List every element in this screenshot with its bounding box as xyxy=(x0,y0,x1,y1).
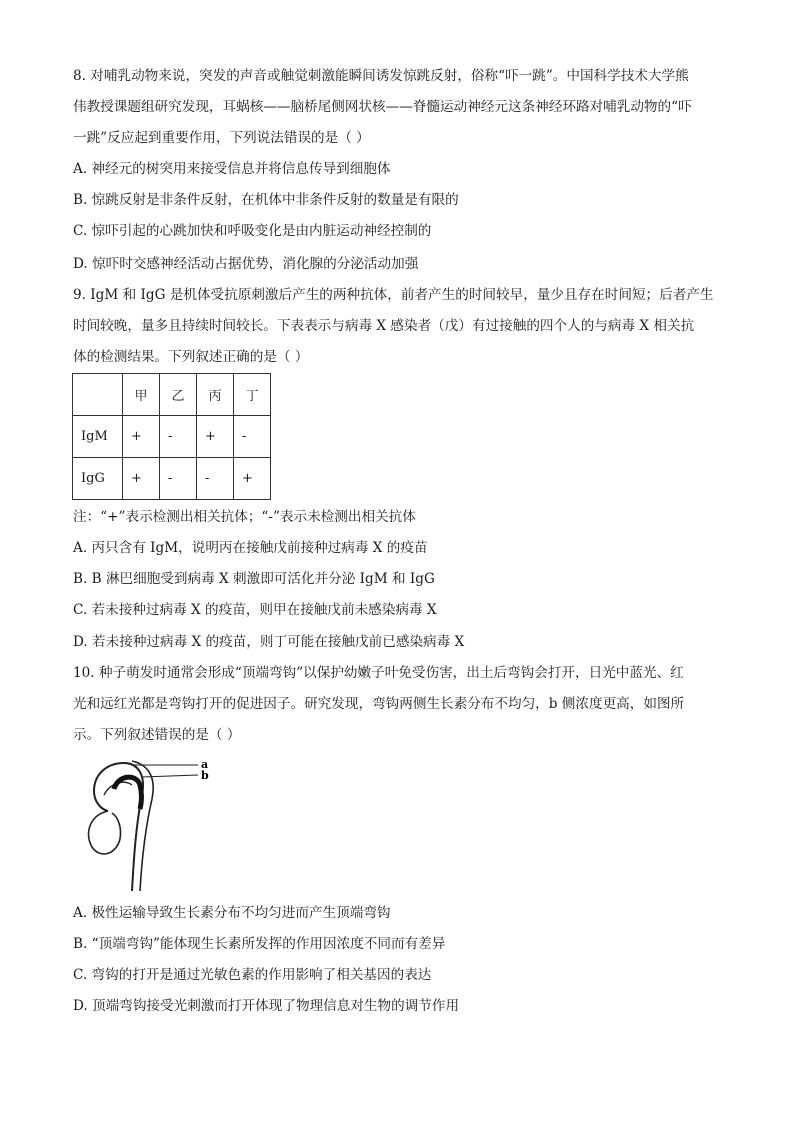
q10-stem-line-1: 10. 种子萌发时通常会形成“顶端弯钩”以保护幼嫩子叶免受伤害，出土后弯钩会打开，日光中蓝光、红 xyxy=(73,665,684,681)
q8-stem-line-2: 伟教授课题组研究发现，耳蜗核——脑桥尾侧网状核——脊髓运动神经元这条神经环路对哺乳动物的“吓 xyxy=(73,99,692,115)
table-cell: + xyxy=(123,416,160,458)
table-cell: - xyxy=(160,416,197,458)
table-cell: + xyxy=(234,458,271,500)
q8-option-d: D. 惊吓时交感神经活动占据优势，消化腺的分泌活动加强 xyxy=(73,256,419,272)
table-row xyxy=(73,416,271,458)
cotyledon-outline xyxy=(89,811,121,854)
table-header-cell: 乙 xyxy=(160,374,197,416)
apical-hook-figure xyxy=(70,755,230,895)
table-header-cell: 甲 xyxy=(123,374,160,416)
q10-option-d: D. 顶端弯钩接受光刺激而打开体现了物理信息对生物的调节作用 xyxy=(73,998,460,1014)
label-a: a xyxy=(201,758,209,771)
table-row-label: IgM xyxy=(73,416,123,458)
hook-inner-side-band xyxy=(114,777,142,809)
q8-option-a: A. 神经元的树突用来接受信息并将信息传导到细胞体 xyxy=(73,161,391,177)
q9-option-d: D. 若未接种过病毒 X 的疫苗，则丁可能在接触戊前已感染病毒 X xyxy=(73,634,465,650)
q10-option-b: B. “顶端弯钩”能体现生长素所发挥的作用因浓度不同而有差异 xyxy=(73,936,446,952)
table-cell: - xyxy=(234,416,271,458)
q8-option-b: B. 惊跳反射是非条件反射，在机体中非条件反射的数量是有限的 xyxy=(73,192,459,208)
table-cell: - xyxy=(197,458,234,500)
table-cell: + xyxy=(123,458,160,500)
apical-hook-drawing xyxy=(70,755,230,895)
antibody-table xyxy=(72,373,271,500)
q9-option-a: A. 丙只含有 IgM，说明丙在接触戊前接种过病毒 X 的疫苗 xyxy=(73,540,428,556)
table-row xyxy=(73,458,271,500)
q9-option-b: B. B 淋巴细胞受到病毒 X 刺激即可活化并分泌 IgM 和 IgG xyxy=(73,571,435,587)
table-header-cell: 丁 xyxy=(234,374,271,416)
q8-stem-line-1: 8. 对哺乳动物来说，突发的声音或触觉刺激能瞬间诱发惊跳反射，俗称“吓一跳”。中国科学技术大学熊 xyxy=(73,68,689,84)
label-b: b xyxy=(201,769,209,782)
q10-stem-line-2: 光和远红光都是弯钩打开的促进因子。研究发现，弯钩两侧生长素分布不均匀，b 侧浓度更高，如图所 xyxy=(73,696,685,712)
q9-stem-line-2: 时间较晚，量多且持续时间较长。下表表示与病毒 X 感染者（戊）有过接触的四个人的与病毒 X 相关抗 xyxy=(73,318,695,334)
table-header-cell: 丙 xyxy=(197,374,234,416)
q9-stem-line-3: 体的检测结果。下列叙述正确的是（ ） xyxy=(73,349,309,365)
q9-option-c: C. 若未接种过病毒 X 的疫苗，则甲在接触戊前未感染病毒 X xyxy=(73,602,437,618)
q9-table-note: 注：“+”表示检测出相关抗体；“-”表示未检测出相关抗体 xyxy=(73,509,416,525)
q10-stem-line-3: 示。下列叙述错误的是（ ） xyxy=(73,727,241,743)
table-cell: + xyxy=(197,416,234,458)
q8-stem-line-3: 一跳”反应起到重要作用，下列说法错误的是（ ） xyxy=(73,130,370,146)
table-cell: - xyxy=(160,458,197,500)
q9-stem-line-1: 9. IgM 和 IgG 是机体受抗原刺激后产生的两种抗体，前者产生的时间较早，量少且存在时间短；后者产生 xyxy=(73,287,714,303)
table-header-cell xyxy=(73,374,123,416)
table-row-label: IgG xyxy=(73,458,123,500)
q8-option-c: C. 惊吓引起的心跳加快和呼吸变化是由内脏运动神经控制的 xyxy=(73,223,432,239)
q10-option-a: A. 极性运输导致生长素分布不均匀进而产生顶端弯钩 xyxy=(73,905,391,921)
q10-option-c: C. 弯钩的打开是通过光敏色素的作用影响了相关基因的表达 xyxy=(73,967,432,983)
table-header-row xyxy=(73,374,271,416)
